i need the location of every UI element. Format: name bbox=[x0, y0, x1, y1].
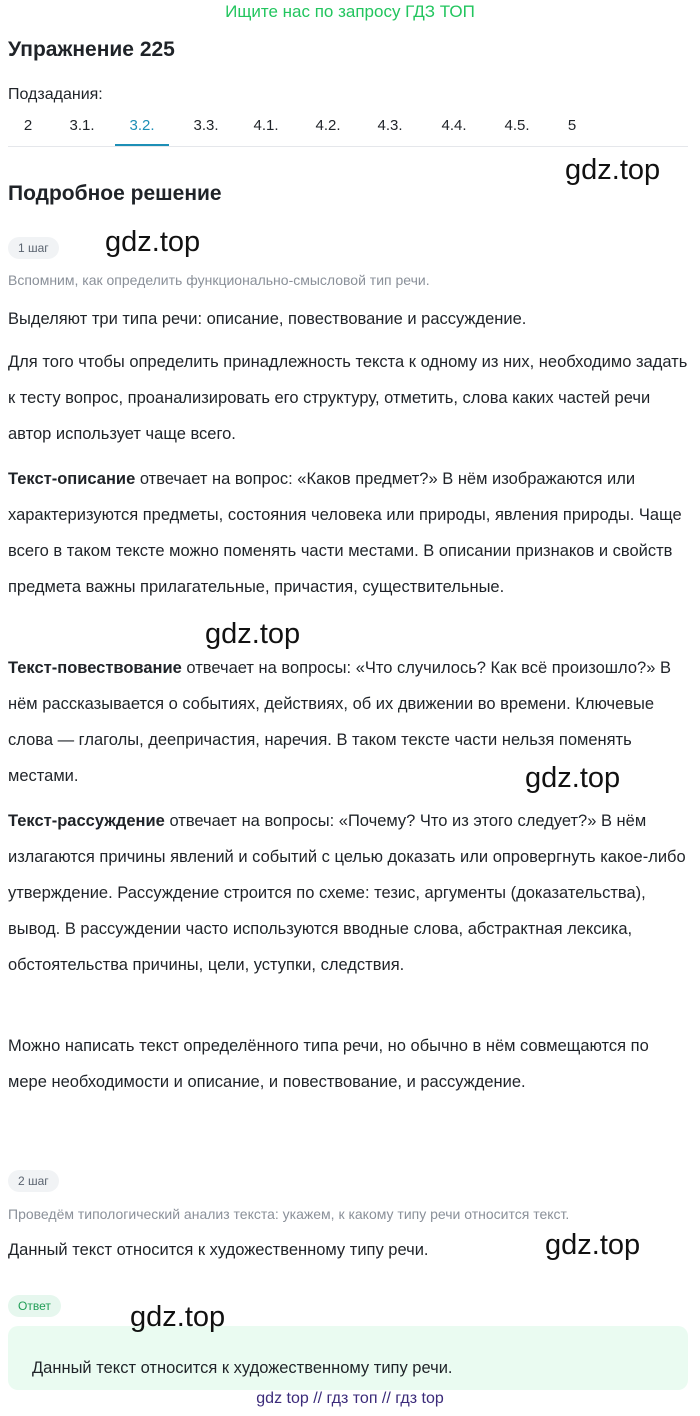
tab-4-5[interactable]: 4.5. bbox=[504, 117, 530, 134]
step-1-paragraph-2: Для того чтобы определить принадлежность текста к одному из них, необходимо задать к тесту вопрос, проанализировать его структуру, отметить, слова каких частей речи автор использует чаще всего. bbox=[8, 353, 688, 443]
narration-text: отвечает на вопросы: «Что случилось? Как всё произошло?» В нём рассказывается о событиях, действиях, об их движении во времени. Ключевые слова — глаголы, деепричастия, наречия. В таком тексте части нельзя поменять местами. bbox=[8, 659, 671, 785]
reasoning-text: отвечает на вопросы: «Почему? Что из этого следует?» В нём излагаются причины явлений и событий с целью доказать или опровергнуть какое-либо утверждение. Рассуждение строится по схеме: тезис, аргументы (доказательства), вывод. В рассуждении часто используются вводные слова, абстрактная лексика, обстоятельства причины, цели, уступки, следствия. bbox=[8, 812, 686, 974]
tab-3-1[interactable]: 3.1. bbox=[69, 117, 95, 134]
term-reasoning: Текст-рассуждение bbox=[8, 812, 165, 830]
step-2-hint: Проведём типологический анализ текста: укажем, к какому типу речи относится текст. bbox=[8, 1206, 570, 1222]
tab-4-3[interactable]: 4.3. bbox=[377, 117, 403, 134]
step-1-paragraph-reasoning bbox=[8, 803, 690, 983]
tab-3-2[interactable]: 3.2. bbox=[115, 110, 169, 146]
answer-text: Данный текст относится к художественному типу речи. bbox=[32, 1359, 453, 1377]
watermark: gdz.top bbox=[130, 1301, 226, 1333]
term-narration: Текст-повествование bbox=[8, 659, 182, 677]
watermark: gdz.top bbox=[525, 762, 621, 794]
promo-banner: Ищите нас по запросу ГДЗ ТОП bbox=[225, 2, 475, 21]
watermark: gdz.top bbox=[565, 154, 661, 186]
step-2-paragraph-1: Данный текст относится к художественному типу речи. bbox=[8, 1241, 429, 1259]
page-title: Упражнение 225 bbox=[8, 38, 175, 61]
subtask-tabs bbox=[8, 110, 688, 147]
answer-badge: Ответ bbox=[8, 1295, 61, 1317]
tab-3-3[interactable]: 3.3. bbox=[193, 117, 219, 134]
tab-4-4[interactable]: 4.4. bbox=[441, 117, 467, 134]
step-1-badge: 1 шаг bbox=[8, 237, 59, 259]
solution-heading: Подробное решение bbox=[8, 182, 222, 205]
tab-4-2[interactable]: 4.2. bbox=[315, 117, 341, 134]
step-1-paragraph-description bbox=[8, 461, 690, 605]
step-1-paragraph-1: Выделяют три типа речи: описание, повествование и рассуждение. bbox=[8, 310, 527, 328]
term-description: Текст-описание bbox=[8, 470, 136, 488]
step-1-hint: Вспомним, как определить функционально-смысловой тип речи. bbox=[8, 272, 430, 288]
step-1-paragraph-6: Можно написать текст определённого типа речи, но обычно в нём совмещаются по мере необходимости и описание, и повествование, и рассуждение. bbox=[8, 1037, 649, 1091]
answer-box bbox=[8, 1326, 688, 1390]
tab-2[interactable]: 2 bbox=[23, 117, 33, 134]
subtasks-label: Подзадания: bbox=[8, 86, 103, 103]
watermark: gdz.top bbox=[205, 618, 301, 650]
tab-4-1[interactable]: 4.1. bbox=[253, 117, 279, 134]
step-2-badge: 2 шаг bbox=[8, 1170, 59, 1192]
tab-5[interactable]: 5 bbox=[567, 117, 577, 134]
footer-watermark: gdz top // гдз топ // гдз top bbox=[256, 1390, 444, 1407]
description-text: отвечает на вопрос: «Каков предмет?» В нём изображаются или характеризуются предметы, состояния человека или природы, явления природы. Чаще всего в таком тексте можно поменять части местами. В описании признаков и свойств предмета важны прилагательные, причастия, существительные. bbox=[8, 470, 682, 596]
watermark: gdz.top bbox=[105, 226, 201, 258]
watermark: gdz.top bbox=[545, 1229, 641, 1261]
